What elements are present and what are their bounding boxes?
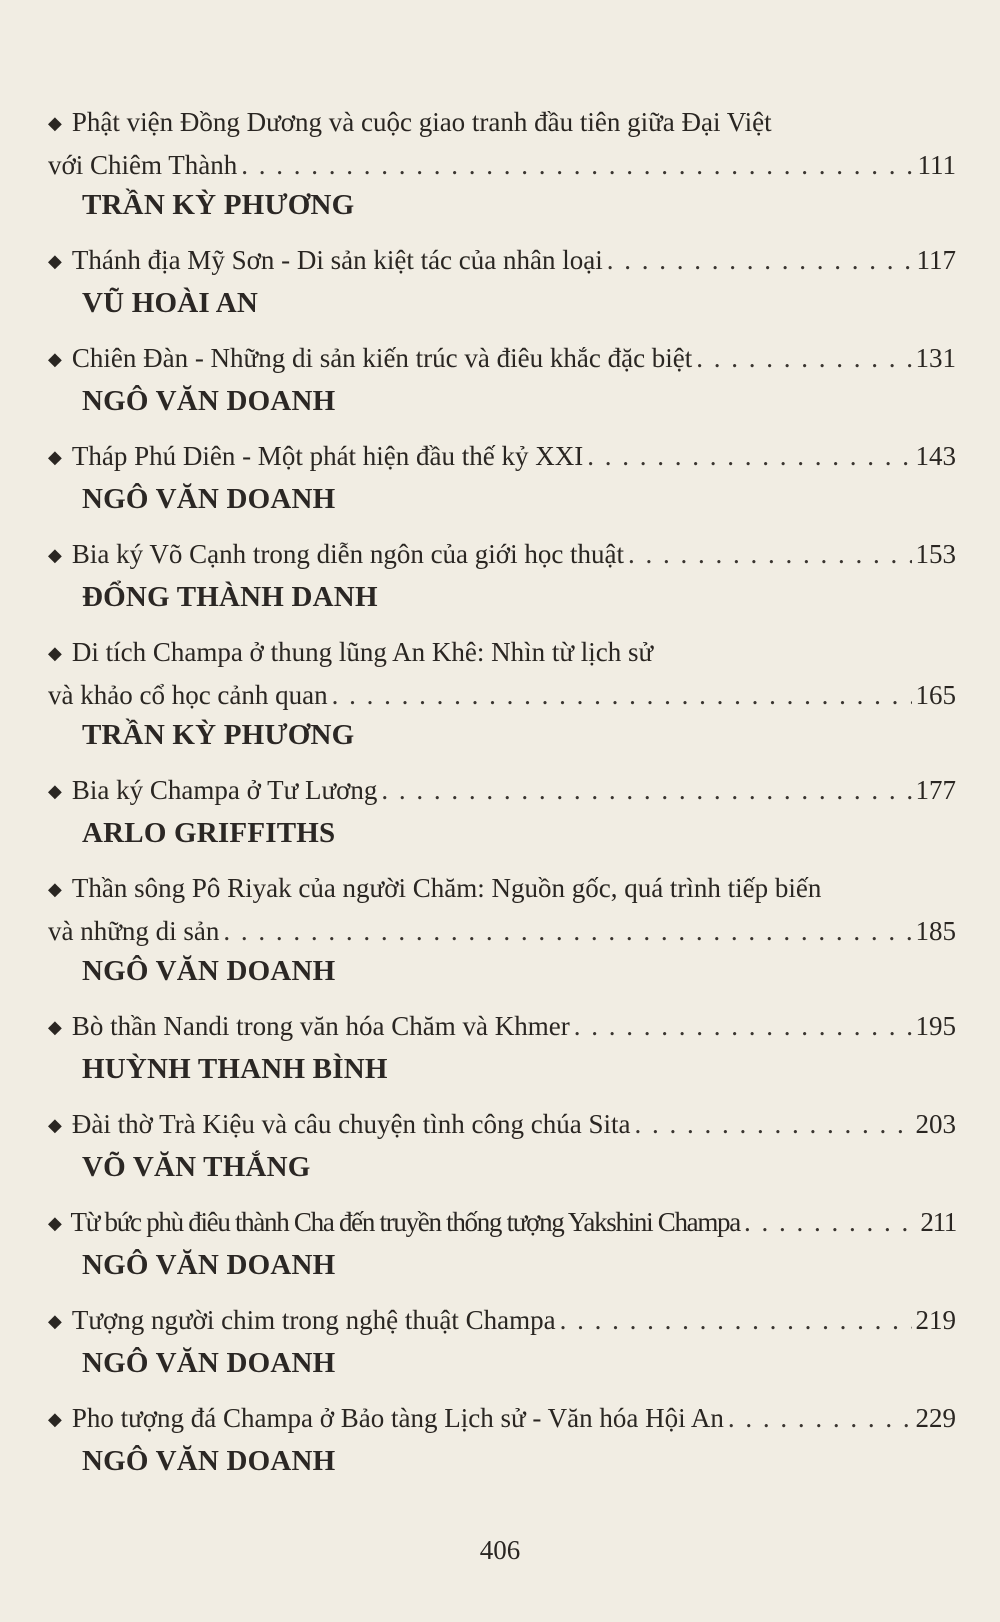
entry-author: NGÔ VĂN DOANH [82, 1249, 336, 1281]
dot-leader [574, 1006, 912, 1046]
entry-author: ĐỔNG THÀNH DANH [82, 581, 378, 613]
toc-entry [48, 436, 956, 479]
toc-entry [48, 1006, 956, 1049]
toc-entry [48, 1300, 956, 1343]
entry-title-line: Pho tượng đá Champa ở Bảo tàng Lịch sử - Văn hóa Hội An [71, 1403, 724, 1433]
toc-entry [48, 102, 956, 185]
entry-author: HUỲNH THANH BÌNH [82, 1053, 388, 1085]
entry-title-line: Thần sông Pô Riyak của người Chăm: Nguồn gốc, quá trình tiếp biến [71, 873, 822, 903]
dot-leader [332, 675, 912, 715]
dot-leader [696, 338, 911, 378]
entry-title-line: với Chiêm Thành [48, 150, 238, 180]
toc-entry [48, 534, 956, 577]
dot-leader [381, 770, 911, 810]
entry-page-number: 153 [915, 539, 956, 569]
diamond-bullet-icon: ◆ [48, 643, 62, 663]
page-number: 406 [479, 1535, 521, 1565]
entry-title-line: và khảo cổ học cảnh quan [48, 680, 328, 710]
diamond-bullet-icon: ◆ [48, 879, 62, 899]
entry-page-number: 195 [915, 1011, 956, 1041]
entry-page-number: 117 [916, 245, 956, 275]
entry-title-line: Tượng người chim trong nghệ thuật Champa [71, 1305, 556, 1335]
entry-page-number: 219 [915, 1305, 956, 1335]
entry-title-line: Tháp Phú Diên - Một phát hiện đầu thế kỷ XXI [71, 441, 584, 471]
entry-author: VÕ VĂN THẮNG [82, 1151, 311, 1183]
entry-title-line: Chiên Đàn - Những di sản kiến trúc và điêu khắc đặc biệt [71, 343, 693, 373]
dot-leader [560, 1300, 912, 1340]
toc-entry [48, 1104, 956, 1147]
entry-page-number: 177 [915, 775, 956, 805]
entry-page-number: 211 [920, 1207, 956, 1237]
entry-title-line: Di tích Champa ở thung lũng An Khê: Nhìn từ lịch sử [71, 637, 654, 667]
toc-entry [48, 868, 956, 951]
entry-title-line: Từ bức phù điêu thành Cha đến truyền thống tượng Yakshini Champa [70, 1207, 740, 1237]
diamond-bullet-icon: ◆ [48, 1409, 62, 1429]
dot-leader [728, 1398, 912, 1438]
dot-leader [223, 911, 911, 951]
entry-author: TRẦN KỲ PHƯƠNG [82, 719, 355, 751]
entry-title-line: Phật viện Đồng Dương và cuộc giao tranh đầu tiên giữa Đại Việt [71, 107, 772, 137]
diamond-bullet-icon: ◆ [48, 1311, 62, 1331]
entry-author: TRẦN KỲ PHƯƠNG [82, 189, 355, 221]
entry-title-line: Đài thờ Trà Kiệu và câu chuyện tình công chúa Sita [71, 1109, 631, 1139]
entry-page-number: 203 [915, 1109, 956, 1139]
diamond-bullet-icon: ◆ [48, 545, 62, 565]
toc-entry [48, 338, 956, 381]
entry-page-number: 143 [915, 441, 956, 471]
entry-author: ARLO GRIFFITHS [82, 817, 336, 849]
toc-entry [48, 1398, 956, 1441]
diamond-bullet-icon: ◆ [48, 1017, 62, 1037]
dot-leader [241, 145, 913, 185]
dot-leader [744, 1202, 916, 1242]
dot-leader [635, 1104, 912, 1144]
entry-author: NGÔ VĂN DOANH [82, 955, 336, 987]
diamond-bullet-icon: ◆ [48, 113, 62, 133]
entry-page-number: 165 [915, 680, 956, 710]
dot-leader [628, 534, 911, 574]
diamond-bullet-icon: ◆ [48, 251, 62, 271]
entry-author: NGÔ VĂN DOANH [82, 1445, 336, 1477]
entry-title-line: Bia ký Võ Cạnh trong diễn ngôn của giới học thuật [71, 539, 625, 569]
diamond-bullet-icon: ◆ [48, 1213, 61, 1233]
entry-author: NGÔ VĂN DOANH [82, 483, 336, 515]
table-of-contents [48, 102, 956, 1496]
entry-title-line: Bia ký Champa ở Tư Lương [71, 775, 378, 805]
entry-page-number: 111 [917, 150, 956, 180]
entry-title-line: Thánh địa Mỹ Sơn - Di sản kiệt tác của nhân loại [71, 245, 603, 275]
diamond-bullet-icon: ◆ [48, 349, 62, 369]
dot-leader [607, 240, 913, 280]
entry-author: NGÔ VĂN DOANH [82, 385, 336, 417]
diamond-bullet-icon: ◆ [48, 781, 62, 801]
entry-page-number: 131 [915, 343, 956, 373]
dot-leader [587, 436, 911, 476]
entry-title-line: Bò thần Nandi trong văn hóa Chăm và Khmer [71, 1011, 570, 1041]
toc-entry [48, 1202, 956, 1245]
diamond-bullet-icon: ◆ [48, 447, 62, 467]
toc-entry [48, 240, 956, 283]
toc-entry [48, 770, 956, 813]
diamond-bullet-icon: ◆ [48, 1115, 62, 1135]
toc-entry [48, 632, 956, 715]
entry-title-line: và những di sản [48, 916, 220, 946]
entry-author: NGÔ VĂN DOANH [82, 1347, 336, 1379]
entry-author: VŨ HOÀI AN [82, 287, 259, 319]
entry-page-number: 229 [915, 1403, 956, 1433]
entry-page-number: 185 [915, 916, 956, 946]
